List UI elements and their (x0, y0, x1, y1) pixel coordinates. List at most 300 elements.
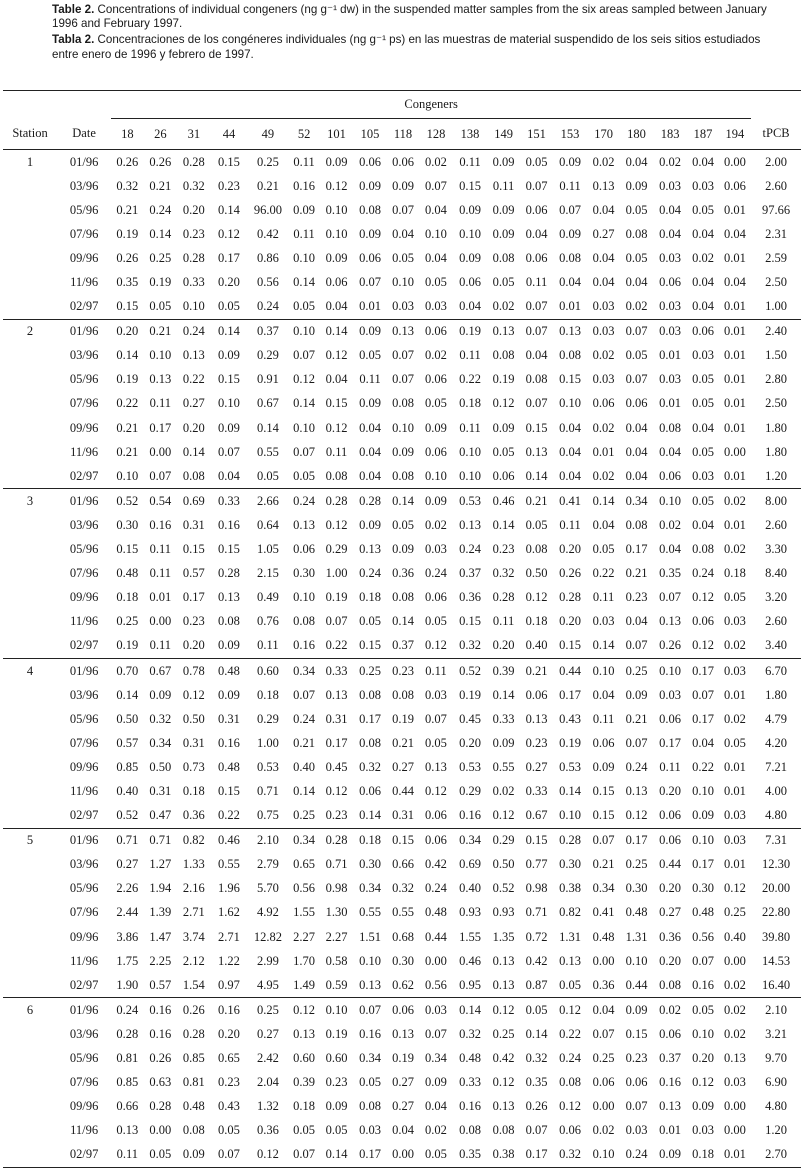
value-cell: 0.01 (723, 687, 746, 702)
value-cell: 0.13 (425, 759, 447, 774)
value-cell: 0.29 (256, 348, 279, 363)
value-cell: 0.07 (520, 295, 554, 320)
value-cell: 0.07 (144, 464, 178, 489)
value-cell: 0.02 (723, 1026, 746, 1041)
value-cell: 3.86 (116, 929, 139, 944)
value-cell: 0.15 (111, 295, 143, 320)
date-cell: 07/96 (69, 396, 99, 411)
value-cell: 0.04 (592, 250, 615, 265)
value-cell: 2.04 (256, 1075, 279, 1090)
table-row (3, 392, 801, 416)
value-cell: 0.24 (559, 1051, 581, 1066)
value-cell: 0.85 (116, 759, 139, 774)
value-cell: 0.81 (182, 1075, 205, 1090)
value-cell: 0.09 (559, 226, 581, 241)
value-cell: 0.17 (149, 420, 172, 435)
value-cell: 0.07 (359, 275, 381, 290)
value-cell: 0.04 (659, 226, 681, 241)
value-cell: 0.08 (659, 420, 681, 435)
table-row (3, 416, 801, 440)
value-cell: 0.09 (325, 154, 348, 169)
value-cell: 0.13 (149, 372, 172, 387)
value-cell: 0.53 (459, 759, 481, 774)
value-cell: 0.10 (659, 493, 681, 508)
value-cell: 1.00 (256, 735, 279, 750)
value-cell: 0.14 (218, 202, 240, 217)
value-cell: 1.94 (149, 881, 172, 896)
value-cell: 0.02 (719, 973, 751, 998)
value-cell: 0.03 (425, 542, 447, 557)
value-cell: 0.03 (723, 663, 746, 678)
value-cell: 0.34 (425, 1051, 447, 1066)
value-cell: 5.70 (256, 881, 279, 896)
value-cell: 0.27 (659, 905, 681, 920)
value-cell: 0.01 (149, 590, 172, 605)
value-cell: 0.11 (459, 348, 481, 363)
value-cell: 0.31 (182, 517, 205, 532)
value-cell: 0.17 (325, 735, 348, 750)
value-cell: 0.11 (247, 634, 288, 659)
station-cell (3, 877, 57, 901)
value-cell: 0.00 (592, 1099, 615, 1114)
value-cell: 0.10 (692, 833, 714, 848)
value-cell: 0.24 (247, 295, 288, 320)
value-cell: 0.26 (182, 1002, 205, 1017)
value-cell: 0.31 (325, 711, 348, 726)
value-cell: 0.05 (525, 1002, 548, 1017)
station-cell (3, 949, 57, 973)
value-cell: 0.15 (218, 542, 240, 557)
value-cell: 0.08 (492, 1123, 515, 1138)
value-cell: 0.15 (525, 420, 548, 435)
value-cell: 0.07 (692, 687, 714, 702)
station-cell (3, 295, 57, 320)
value-cell: 0.03 (425, 687, 447, 702)
value-cell: 2.66 (256, 493, 279, 508)
value-cell: 0.09 (218, 687, 240, 702)
value-cell: 2.27 (325, 929, 348, 944)
value-cell: 0.11 (144, 634, 178, 659)
value-cell: 0.27 (525, 759, 548, 774)
date-column-header: Date (57, 119, 111, 150)
value-cell: 0.52 (492, 881, 515, 896)
value-cell: 0.14 (149, 226, 172, 241)
value-cell: 0.21 (116, 202, 139, 217)
value-cell: 0.10 (111, 464, 143, 489)
value-cell: 0.32 (182, 178, 205, 193)
value-cell: 0.13 (492, 953, 515, 968)
value-cell: 0.04 (723, 226, 746, 241)
table-row (3, 973, 801, 998)
value-cell: 4.92 (256, 905, 279, 920)
value-cell: 0.06 (659, 1026, 681, 1041)
value-cell: 0.05 (492, 444, 515, 459)
value-cell: 0.04 (592, 275, 615, 290)
value-cell: 0.03 (659, 687, 681, 702)
value-cell: 0.42 (525, 953, 548, 968)
value-cell: 0.13 (659, 614, 681, 629)
value-cell: 0.03 (659, 372, 681, 387)
value-cell: 0.12 (325, 783, 348, 798)
value-cell: 0.16 (293, 178, 316, 193)
date-cell: 11/96 (70, 1123, 99, 1138)
caption-spanish-text: Concentraciones de los congéneres individuales (ng g⁻¹ ps) en las muestras de material suspendido de los seis sitios estudiados entre enero de 1996 y febrero de 1997. (52, 33, 761, 61)
date-cell: 03/96 (69, 178, 99, 193)
station-cell (3, 440, 57, 464)
value-cell: 0.28 (149, 1099, 172, 1114)
value-cell: 0.24 (459, 542, 481, 557)
value-cell: 0.50 (149, 759, 172, 774)
value-cell: 0.55 (359, 905, 381, 920)
station-cell (3, 1119, 57, 1143)
value-cell: 0.08 (392, 687, 414, 702)
value-cell: 0.13 (625, 783, 648, 798)
value-cell: 1.32 (256, 1099, 279, 1114)
value-cell: 4.95 (247, 973, 288, 998)
value-cell: 0.24 (149, 202, 172, 217)
value-cell: 0.55 (218, 857, 240, 872)
value-cell: 0.67 (256, 396, 279, 411)
value-cell: 0.56 (256, 275, 279, 290)
value-cell: 0.60 (293, 1051, 316, 1066)
value-cell: 0.03 (625, 1123, 648, 1138)
tpcb-cell: 3.21 (765, 1026, 787, 1041)
value-cell: 0.15 (392, 833, 414, 848)
value-cell: 0.16 (288, 634, 319, 659)
value-cell: 0.71 (325, 857, 348, 872)
tpcb-cell: 1.80 (765, 687, 787, 702)
date-cell: 03/96 (69, 687, 99, 702)
value-cell: 0.01 (723, 250, 746, 265)
value-cell: 0.20 (116, 324, 139, 339)
date-cell: 03/96 (69, 517, 99, 532)
value-cell: 0.00 (592, 953, 615, 968)
value-cell: 0.56 (419, 973, 453, 998)
value-cell: 0.05 (492, 275, 515, 290)
value-cell: 1.35 (492, 929, 515, 944)
value-cell: 1.31 (625, 929, 648, 944)
value-cell: 0.42 (492, 1051, 515, 1066)
value-cell: 3.74 (182, 929, 205, 944)
value-cell: 0.00 (723, 444, 746, 459)
table-row (3, 731, 801, 755)
value-cell: 0.17 (692, 663, 714, 678)
value-cell: 0.11 (111, 1143, 143, 1168)
value-cell: 0.07 (592, 1026, 615, 1041)
value-cell: 0.48 (218, 663, 240, 678)
value-cell: 0.00 (723, 1099, 746, 1114)
value-cell: 0.26 (149, 1051, 172, 1066)
value-cell: 1.55 (459, 929, 481, 944)
value-cell: 0.23 (525, 735, 548, 750)
value-cell: 0.11 (492, 178, 515, 193)
value-cell: 0.18 (723, 566, 746, 581)
value-cell: 0.24 (293, 493, 316, 508)
table-row (3, 586, 801, 610)
value-cell: 0.10 (293, 324, 316, 339)
date-cell: 07/96 (69, 735, 99, 750)
table-row (3, 1022, 801, 1046)
station-cell (3, 464, 57, 489)
value-cell: 0.36 (459, 590, 481, 605)
date-cell: 01/96 (69, 493, 99, 508)
value-cell: 0.43 (218, 1099, 240, 1114)
value-cell: 0.03 (687, 464, 718, 489)
value-cell: 0.16 (659, 1075, 681, 1090)
value-cell: 0.10 (359, 953, 381, 968)
value-cell: 0.18 (459, 396, 481, 411)
value-cell: 0.10 (559, 396, 581, 411)
value-cell: 0.40 (520, 634, 554, 659)
date-cell: 11/96 (70, 444, 99, 459)
value-cell: 0.17 (218, 250, 240, 265)
date-cell: 01/96 (69, 154, 99, 169)
table-row (3, 707, 801, 731)
value-cell: 0.10 (592, 663, 615, 678)
value-cell: 0.21 (116, 444, 139, 459)
value-cell: 0.34 (293, 833, 316, 848)
congener-column-header: 31 (177, 119, 211, 150)
value-cell: 0.11 (149, 566, 172, 581)
value-cell: 0.20 (182, 420, 205, 435)
value-cell: 0.85 (116, 1075, 139, 1090)
value-cell: 0.08 (392, 590, 414, 605)
table-row (3, 1046, 801, 1070)
value-cell: 0.08 (525, 372, 548, 387)
value-cell: 0.27 (256, 1026, 279, 1041)
value-cell: 0.05 (525, 517, 548, 532)
value-cell: 0.25 (492, 1026, 515, 1041)
value-cell: 0.05 (592, 542, 615, 557)
table-row (3, 683, 801, 707)
value-cell: 0.12 (559, 1002, 581, 1017)
value-cell: 0.11 (525, 275, 548, 290)
station-cell (3, 973, 57, 998)
tpcb-cell: 3.40 (751, 634, 801, 659)
value-cell: 0.03 (719, 804, 751, 829)
table-row (3, 295, 801, 320)
value-cell: 0.32 (553, 1143, 587, 1168)
tpcb-cell: 7.31 (765, 833, 787, 848)
value-cell: 0.04 (659, 542, 681, 557)
value-cell: 0.10 (293, 420, 316, 435)
value-cell: 0.37 (459, 566, 481, 581)
value-cell: 0.02 (592, 1123, 615, 1138)
value-cell: 0.42 (425, 857, 447, 872)
value-cell: 0.09 (359, 396, 381, 411)
value-cell: 0.06 (625, 396, 648, 411)
value-cell: 0.52 (116, 493, 139, 508)
value-cell: 0.08 (182, 1123, 205, 1138)
value-cell: 0.19 (116, 372, 139, 387)
value-cell: 0.02 (723, 542, 746, 557)
value-cell: 0.05 (625, 202, 648, 217)
tpcb-cell: 2.60 (765, 614, 787, 629)
value-cell: 0.05 (553, 973, 587, 998)
value-cell: 0.06 (359, 783, 381, 798)
value-cell: 0.64 (256, 517, 279, 532)
value-cell: 0.06 (692, 324, 714, 339)
station-cell (3, 1071, 57, 1095)
value-cell: 0.27 (592, 226, 615, 241)
value-cell: 0.33 (492, 711, 515, 726)
value-cell: 0.34 (149, 735, 172, 750)
value-cell: 0.20 (659, 953, 681, 968)
value-cell: 0.02 (592, 348, 615, 363)
value-cell: 0.08 (492, 348, 515, 363)
congener-column-header: 194 (719, 119, 751, 150)
value-cell: 0.03 (692, 178, 714, 193)
value-cell: 0.07 (592, 833, 615, 848)
value-cell: 0.13 (218, 590, 240, 605)
value-cell: 0.12 (492, 396, 515, 411)
congener-column-header: 149 (487, 119, 519, 150)
value-cell: 0.66 (116, 1099, 139, 1114)
value-cell: 0.21 (625, 566, 648, 581)
value-cell: 0.35 (659, 566, 681, 581)
value-cell: 0.22 (182, 372, 205, 387)
value-cell: 0.04 (325, 372, 348, 387)
value-cell: 0.12 (687, 634, 718, 659)
congener-column-header: 138 (453, 119, 488, 150)
value-cell: 0.12 (325, 178, 348, 193)
value-cell: 0.77 (525, 857, 548, 872)
value-cell: 0.08 (177, 464, 211, 489)
value-cell: 0.36 (587, 973, 621, 998)
value-cell: 0.09 (359, 324, 381, 339)
value-cell: 0.22 (592, 566, 615, 581)
congener-column-header: 18 (111, 119, 143, 150)
value-cell: 0.09 (359, 517, 381, 532)
value-cell: 0.37 (659, 1051, 681, 1066)
date-cell: 07/96 (69, 1075, 99, 1090)
value-cell: 0.04 (625, 275, 648, 290)
value-cell: 0.05 (144, 1143, 178, 1168)
station-cell (3, 562, 57, 586)
value-cell: 0.14 (256, 420, 279, 435)
value-cell: 1.70 (293, 953, 316, 968)
value-cell: 0.50 (525, 566, 548, 581)
value-cell: 0.02 (692, 250, 714, 265)
value-cell: 0.13 (116, 1123, 139, 1138)
value-cell: 0.49 (256, 590, 279, 605)
station-cell (3, 804, 57, 829)
tpcb-cell: 9.70 (765, 1051, 787, 1066)
value-cell: 0.28 (559, 833, 581, 848)
value-cell: 0.30 (625, 881, 648, 896)
value-cell: 2.71 (218, 929, 240, 944)
value-cell: 0.07 (392, 372, 414, 387)
tpcb-cell: 6.90 (765, 1075, 787, 1090)
value-cell: 0.04 (687, 295, 718, 320)
table-row (3, 246, 801, 270)
tpcb-cell: 1.80 (765, 444, 787, 459)
value-cell: 0.25 (149, 250, 172, 265)
value-cell: 0.56 (293, 881, 316, 896)
value-cell: 0.23 (320, 804, 354, 829)
date-cell: 05/96 (69, 542, 99, 557)
value-cell: 0.04 (620, 464, 652, 489)
value-cell: 0.04 (392, 1123, 414, 1138)
value-cell: 0.00 (723, 953, 746, 968)
value-cell: 0.69 (182, 493, 205, 508)
value-cell: 0.08 (692, 542, 714, 557)
value-cell: 0.23 (182, 226, 205, 241)
value-cell: 0.19 (116, 226, 139, 241)
value-cell: 0.02 (425, 1123, 447, 1138)
value-cell: 0.55 (392, 905, 414, 920)
value-cell: 0.28 (325, 833, 348, 848)
value-cell: 0.23 (218, 178, 240, 193)
value-cell: 0.08 (559, 348, 581, 363)
value-cell: 0.05 (288, 464, 319, 489)
value-cell: 0.19 (459, 324, 481, 339)
date-cell: 07/96 (69, 566, 99, 581)
value-cell: 0.13 (492, 324, 515, 339)
value-cell: 0.20 (459, 735, 481, 750)
station-cell (3, 707, 57, 731)
value-cell: 0.30 (392, 953, 414, 968)
table-row (3, 368, 801, 392)
date-cell: 02/97 (57, 295, 111, 320)
value-cell: 0.04 (525, 348, 548, 363)
value-cell: 0.27 (392, 1099, 414, 1114)
value-cell: 0.98 (325, 881, 348, 896)
value-cell: 0.01 (723, 324, 746, 339)
value-cell: 0.08 (525, 542, 548, 557)
value-cell: 2.26 (116, 881, 139, 896)
value-cell: 0.07 (659, 590, 681, 605)
value-cell: 0.05 (392, 517, 414, 532)
value-cell: 0.60 (325, 1051, 348, 1066)
value-cell: 1.33 (182, 857, 205, 872)
value-cell: 0.14 (492, 517, 515, 532)
value-cell: 0.11 (325, 444, 348, 459)
tpcb-cell: 4.00 (765, 783, 787, 798)
value-cell: 0.04 (425, 250, 447, 265)
station-cell (3, 634, 57, 659)
tpcb-cell: 22.80 (762, 905, 791, 920)
value-cell: 0.10 (293, 250, 316, 265)
value-cell: 0.04 (425, 202, 447, 217)
value-cell: 0.57 (182, 566, 205, 581)
value-cell: 0.17 (559, 687, 581, 702)
value-cell: 2.71 (182, 905, 205, 920)
value-cell: 0.31 (218, 711, 240, 726)
table-row (3, 1119, 801, 1143)
value-cell: 0.07 (692, 953, 714, 968)
tpcb-cell: 2.00 (765, 154, 787, 169)
table-row (3, 804, 801, 829)
caption-spanish (52, 33, 787, 61)
date-cell: 09/96 (69, 1099, 99, 1114)
value-cell: 0.63 (149, 1075, 172, 1090)
table-row (3, 828, 801, 853)
tpcb-cell: 4.20 (765, 735, 787, 750)
congeners-group-header: Congeners (111, 91, 751, 119)
value-cell: 0.03 (659, 250, 681, 265)
date-cell: 03/96 (69, 1026, 99, 1041)
value-cell: 0.05 (425, 396, 447, 411)
value-cell: 0.19 (325, 1026, 348, 1041)
value-cell: 0.50 (182, 711, 205, 726)
value-cell: 0.28 (492, 590, 515, 605)
value-cell: 0.02 (659, 154, 681, 169)
date-cell: 05/96 (69, 711, 99, 726)
value-cell: 0.13 (525, 711, 548, 726)
value-cell: 0.05 (211, 295, 248, 320)
value-cell: 0.10 (692, 783, 714, 798)
